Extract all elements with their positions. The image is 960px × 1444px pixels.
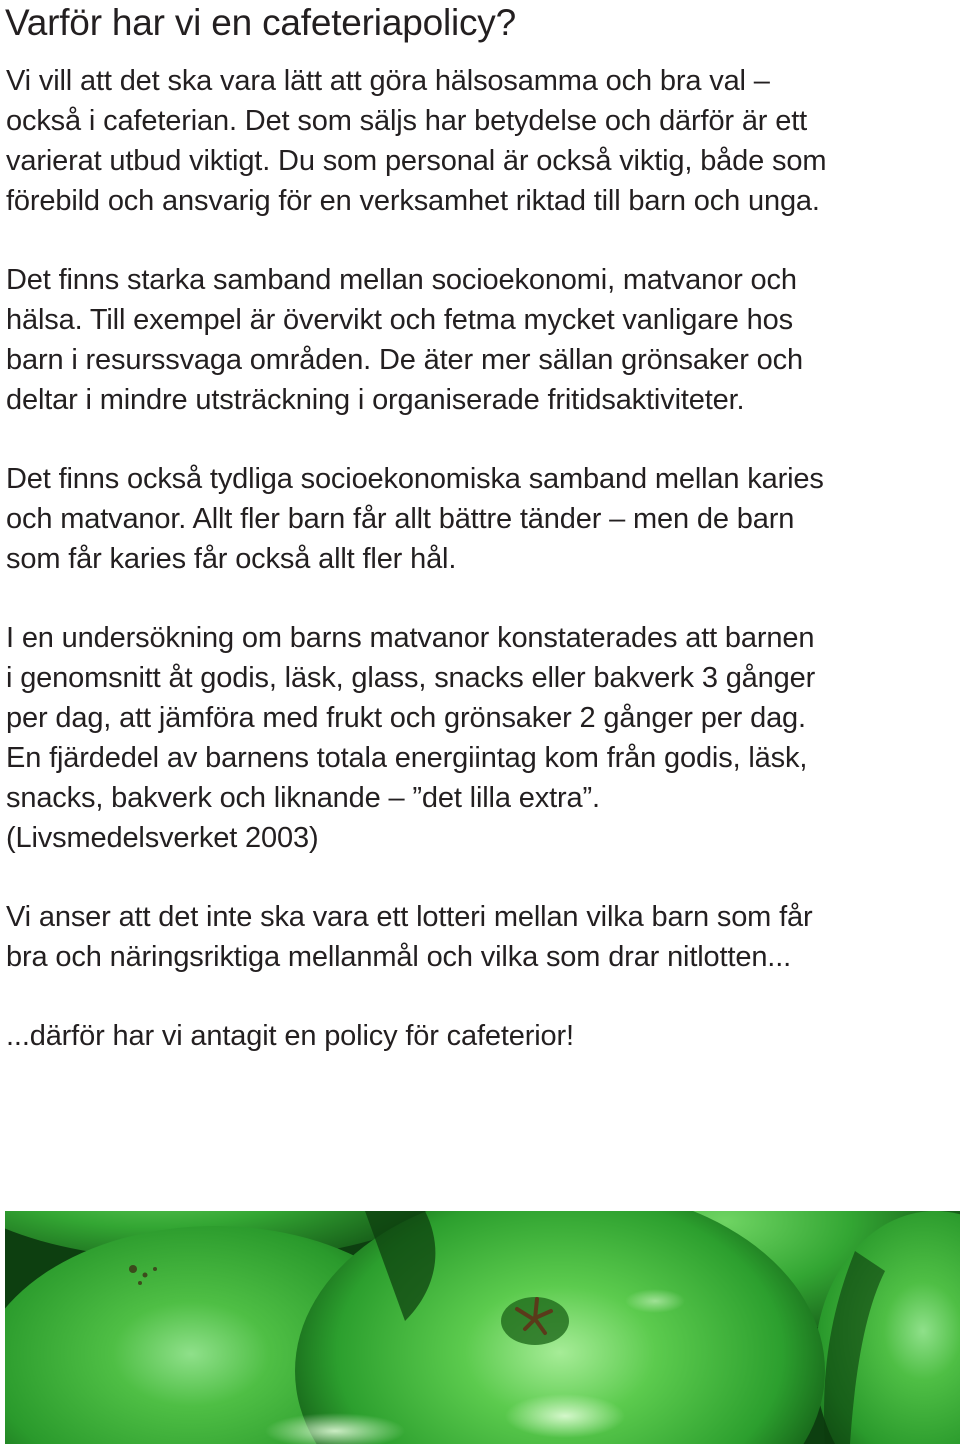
text-line: En fjärdedel av barnens totala energiintag kom från godis, läsk, bbox=[6, 742, 808, 774]
text-line: som får karies får också allt fler hål. bbox=[6, 543, 457, 575]
text-line: ...därför har vi antagit en policy för cafeterior! bbox=[6, 1020, 574, 1052]
text-line: i genomsnitt åt godis, läsk, glass, snacks eller bakverk 3 gånger bbox=[6, 662, 816, 694]
text-line: bra och näringsriktiga mellanmål och vilka som drar nitlotten... bbox=[6, 941, 792, 973]
text-line: Vi vill att det ska vara lätt att göra hälsosamma och bra val – bbox=[6, 65, 770, 97]
paragraph bbox=[6, 61, 954, 221]
paragraph bbox=[6, 618, 954, 858]
paragraph bbox=[6, 459, 954, 579]
text-line: hälsa. Till exempel är övervikt och fetma mycket vanligare hos bbox=[6, 304, 793, 336]
text-line: Det finns starka samband mellan socioekonomi, matvanor och bbox=[6, 264, 797, 296]
body-text bbox=[6, 61, 954, 1095]
paragraph bbox=[6, 260, 954, 420]
text-line: snacks, bakverk och liknande – ”det lilla extra”. bbox=[6, 782, 600, 814]
text-line: Det finns också tydliga socioekonomiska samband mellan karies bbox=[6, 463, 824, 495]
apple-highlight bbox=[505, 1394, 625, 1438]
text-line: och matvanor. Allt fler barn får allt bättre tänder – men de barn bbox=[6, 503, 795, 535]
text-line: förebild och ansvarig för en verksamhet riktad till barn och unga. bbox=[6, 185, 820, 217]
text-line: Vi anser att det inte ska vara ett lotteri mellan vilka barn som får bbox=[6, 901, 813, 933]
text-line: per dag, att jämföra med frukt och grönsaker 2 gånger per dag. bbox=[6, 702, 806, 734]
paragraph bbox=[6, 1016, 954, 1056]
green-apples-photo bbox=[5, 1211, 960, 1444]
text-line: (Livsmedelsverket 2003) bbox=[6, 822, 319, 854]
text-line: deltar i mindre utsträckning i organiserade fritidsaktiviteter. bbox=[6, 384, 745, 416]
green-apples-illustration bbox=[5, 1211, 960, 1444]
paragraph bbox=[6, 897, 954, 977]
page-title: Varför har vi en cafeteriapolicy? bbox=[5, 2, 516, 43]
text-line: barn i resurssvaga områden. De äter mer sällan grönsaker och bbox=[6, 344, 803, 376]
text-line: varierat utbud viktigt. Du som personal är också viktig, både som bbox=[6, 145, 827, 177]
apple-highlight bbox=[625, 1289, 685, 1313]
text-line: I en undersökning om barns matvanor konstaterades att barnen bbox=[6, 622, 815, 654]
text-line: också i cafeterian. Det som säljs har betydelse och därför är ett bbox=[6, 105, 808, 137]
